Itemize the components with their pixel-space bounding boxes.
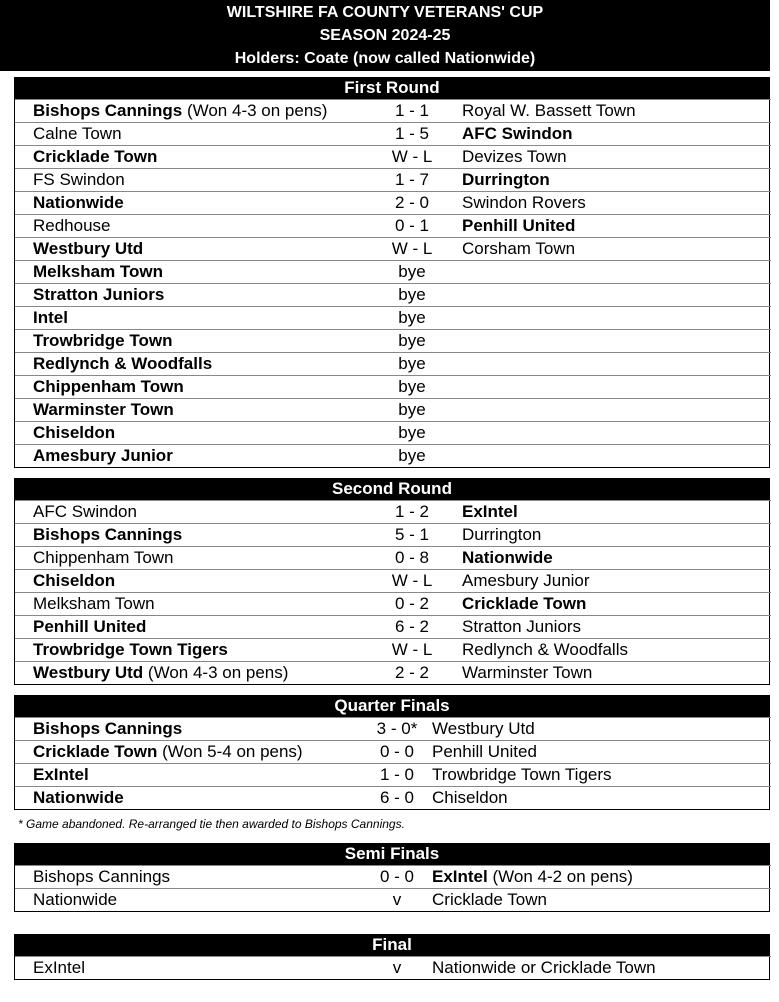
fixtures-box [14,956,770,980]
score: W - L [362,238,462,261]
score: bye [362,422,462,445]
away-team: ExIntel [462,502,518,521]
away-team: Durrington [462,170,550,189]
fixture-row [15,547,771,570]
away-team-cell [462,547,771,570]
fixture-row [15,445,771,468]
round-title: Quarter Finals [14,695,770,717]
home-team: Cricklade Town [33,147,158,166]
away-team: Westbury Utd [432,719,535,738]
home-team: ExIntel [33,765,89,784]
away-team: Stratton Juniors [462,617,582,636]
round-title: Semi Finals [14,843,770,865]
fixture-row [15,422,771,445]
home-team-cell [15,261,362,284]
away-team: Penhill United [432,742,537,761]
away-team: Durrington [462,525,542,544]
fixture-row [15,764,771,787]
home-team-cell [15,524,362,547]
fixture-row [15,330,771,353]
score: bye [362,284,462,307]
home-team: ExIntel [33,958,85,977]
away-team-cell [432,718,771,741]
score: W - L [362,570,462,593]
home-team: Westbury Utd [33,239,144,258]
home-team-cell [15,169,362,192]
fixture-row [15,957,771,980]
fixture-row [15,866,771,889]
home-team-cell [15,547,362,570]
away-team: Redlynch & Woodfalls [462,640,628,659]
home-team-cell [15,741,362,764]
home-team-cell [15,123,362,146]
away-team-cell [462,330,771,353]
away-team-cell [462,445,771,468]
away-team-cell [462,501,771,524]
fixture-row [15,616,771,639]
away-team-cell [432,741,771,764]
fixture-row [15,238,771,261]
away-team-cell [462,261,771,284]
away-team-cell [462,192,771,215]
fixture-row [15,146,771,169]
fixture-row [15,662,771,685]
holders-label: Holders: Coate (now called Nationwide) [234,50,536,67]
first-round-section [14,77,770,468]
home-team: Amesbury Junior [33,446,173,465]
fixture-row [15,501,771,524]
away-team: Corsham Town [462,239,576,258]
away-team-cell [462,353,771,376]
home-team-cell [15,330,362,353]
score: 6 - 2 [362,616,462,639]
home-team-cell [15,593,362,616]
away-team-cell [432,889,771,912]
fixture-row [15,192,771,215]
home-team: Nationwide [33,193,124,212]
fixtures-table [15,99,771,467]
away-team-cell [462,422,771,445]
home-team: Warminster Town [33,400,174,419]
score: 1 - 0 [362,764,432,787]
home-team: Stratton Juniors [33,285,165,304]
home-team-cell [15,238,362,261]
away-team-cell [462,169,771,192]
fixture-row [15,741,771,764]
quarter-finals-section [14,695,770,810]
fixture-row [15,284,771,307]
away-note: (Won 4-2 on pens) [487,867,633,886]
fixture-row [15,307,771,330]
away-team: Nationwide [462,548,553,567]
home-team-cell [15,616,362,639]
away-team: Cricklade Town [432,890,547,909]
home-team-cell [15,422,362,445]
away-team-cell [462,593,771,616]
page-header [0,0,770,71]
score: 6 - 0 [362,787,432,810]
home-team-cell [15,957,362,980]
away-team-cell [462,662,771,685]
fixtures-box [14,717,770,810]
round-title: First Round [14,77,770,99]
home-team: Melksham Town [33,594,155,613]
home-team: Nationwide [33,890,118,909]
away-team: Swindon Rovers [462,193,586,212]
away-team: Trowbridge Town Tigers [432,765,612,784]
fixture-row [15,718,771,741]
score: 5 - 1 [362,524,462,547]
semi-finals-section [14,843,770,912]
fixture-row [15,261,771,284]
fixture-row [15,889,771,912]
season-label: SEASON 2024-25 [319,27,451,44]
fixture-row [15,353,771,376]
away-team-cell [462,570,771,593]
score: bye [362,307,462,330]
home-team-cell [15,192,362,215]
final-section [14,934,770,980]
home-team-cell [15,146,362,169]
score: bye [362,261,462,284]
away-team-cell [462,100,771,123]
score: 1 - 2 [362,501,462,524]
away-team-cell [432,764,771,787]
fixtures-box [14,99,770,468]
score: 1 - 1 [362,100,462,123]
home-team-cell [15,100,362,123]
fixtures-table [15,956,771,979]
home-note: (Won 4-3 on pens) [182,101,328,120]
score: bye [362,353,462,376]
home-team: Cricklade Town [33,742,158,761]
home-team-cell [15,501,362,524]
competition-title: WILTSHIRE FA COUNTY VETERANS' CUP [226,4,544,21]
away-team-cell [432,957,771,980]
home-team: Trowbridge Town [33,331,173,350]
fixture-row [15,169,771,192]
score: 2 - 2 [362,662,462,685]
away-team-cell [462,307,771,330]
score: 2 - 0 [362,192,462,215]
home-team: Nationwide [33,788,124,807]
round-title: Final [14,934,770,956]
fixture-row [15,570,771,593]
away-team-cell [462,123,771,146]
home-team: Bishops Cannings [33,101,183,120]
fixture-row [15,215,771,238]
score: 0 - 8 [362,547,462,570]
away-team-cell [462,146,771,169]
home-team-cell [15,353,362,376]
score: bye [362,376,462,399]
away-team: ExIntel [432,867,488,886]
home-team: Calne Town [33,124,122,143]
home-team-cell [15,284,362,307]
home-note: (Won 4-3 on pens) [143,663,289,682]
home-team: Bishops Cannings [33,525,183,544]
home-team-cell [15,445,362,468]
home-team: Chippenham Town [33,548,174,567]
home-team-cell [15,399,362,422]
away-team: Cricklade Town [462,594,587,613]
away-team-cell [462,616,771,639]
home-team: Chippenham Town [33,377,184,396]
home-team-cell [15,866,362,889]
home-team-cell [15,639,362,662]
home-team-cell [15,376,362,399]
home-team: Trowbridge Town Tigers [33,640,228,659]
away-team-cell [462,524,771,547]
away-team: Royal W. Bassett Town [462,101,636,120]
home-team: Chiseldon [33,571,116,590]
score: W - L [362,639,462,662]
score: v [362,957,432,980]
fixture-row [15,639,771,662]
home-team-cell [15,570,362,593]
home-team-cell [15,787,362,810]
away-team-cell [432,787,771,810]
score: 0 - 1 [362,215,462,238]
score: 0 - 2 [362,593,462,616]
away-team-cell [432,866,771,889]
home-team: Westbury Utd [33,663,144,682]
score: bye [362,330,462,353]
away-team-cell [462,215,771,238]
score: v [362,889,432,912]
away-team-cell [462,376,771,399]
fixture-row [15,399,771,422]
home-team: Redhouse [33,216,111,235]
home-team: Bishops Cannings [33,867,171,886]
home-team-cell [15,764,362,787]
home-note: (Won 5-4 on pens) [157,742,303,761]
away-team-cell [462,284,771,307]
home-team-cell [15,215,362,238]
score: bye [362,445,462,468]
score: 1 - 7 [362,169,462,192]
fixtures-table [15,865,771,911]
fixture-row [15,376,771,399]
away-team-cell [462,639,771,662]
score: 3 - 0* [362,718,432,741]
score: 0 - 0 [362,741,432,764]
away-team: AFC Swindon [462,124,573,143]
fixtures-box [14,500,770,685]
fixture-row [15,123,771,146]
score: 0 - 0 [362,866,432,889]
home-team: Melksham Town [33,262,164,281]
away-team: Warminster Town [462,663,593,682]
away-team: Penhill United [462,216,576,235]
score: W - L [362,146,462,169]
footnote: * Game abandoned. Re-arranged tie then awarded to Bishops Cannings. [18,817,405,831]
score: bye [362,399,462,422]
home-team: Redlynch & Woodfalls [33,354,213,373]
away-team: Chiseldon [432,788,508,807]
fixtures-table [15,500,771,684]
fixture-row [15,787,771,810]
home-team-cell [15,307,362,330]
home-team: Chiseldon [33,423,116,442]
fixtures-table [15,717,771,809]
fixture-row [15,524,771,547]
away-team-cell [462,238,771,261]
away-team-cell [462,399,771,422]
home-team-cell [15,889,362,912]
second-round-section [14,478,770,685]
home-team-cell [15,662,362,685]
away-team: Devizes Town [462,147,567,166]
away-team: Nationwide or Cricklade Town [432,958,656,977]
home-team: Intel [33,308,68,327]
home-team: Penhill United [33,617,147,636]
fixtures-box [14,865,770,912]
home-team-cell [15,718,362,741]
fixture-row [15,100,771,123]
fixture-row [15,593,771,616]
score: 1 - 5 [362,123,462,146]
home-team: FS Swindon [33,170,125,189]
away-team: Amesbury Junior [462,571,590,590]
home-team: AFC Swindon [33,502,137,521]
round-title: Second Round [14,478,770,500]
home-team: Bishops Cannings [33,719,183,738]
